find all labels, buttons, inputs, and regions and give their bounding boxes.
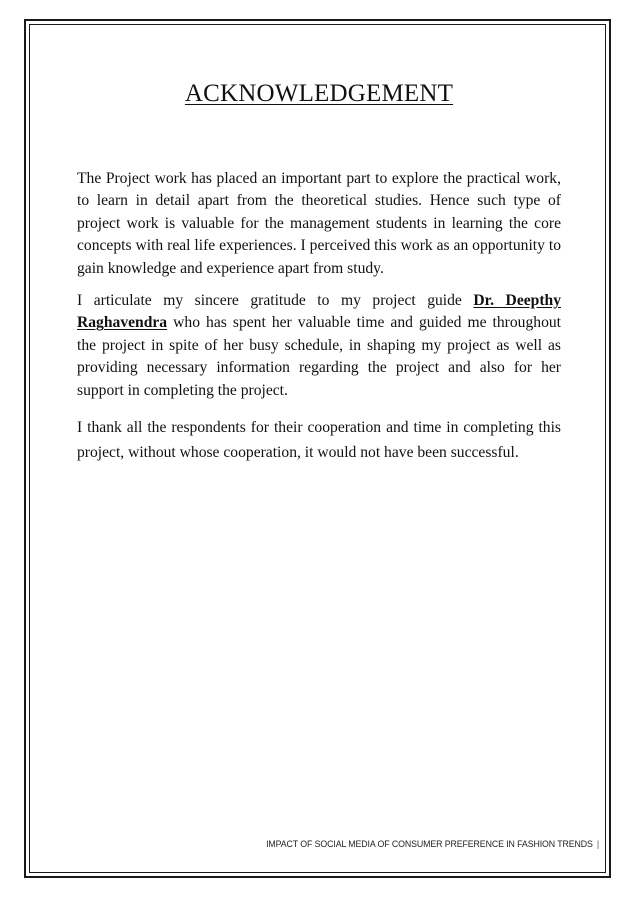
page-title-text: ACKNOWLEDGEMENT (184, 80, 454, 107)
paragraph-2-intro: I articulate my sincere gratitude to my project guide (77, 292, 474, 310)
footer-separator: | (596, 839, 599, 849)
page-footer (266, 839, 599, 849)
paragraph-2-rest: who has spent her valuable time and guided me throughout the project in spite of her busy schedule, in shaping my project as well as providing necessary information regarding the project and also for her support in completing the project. (77, 314, 561, 399)
acknowledgement-body (77, 168, 561, 465)
paragraph-1: The Project work has placed an important part to explore the practical work, to learn in detail apart from the theoretical studies. Hence such type of project work is valuable for the management students in learning the core concepts with real life experiences. I perceived this work as an opportunity to gain knowledge and experience apart from study. (77, 170, 561, 277)
paragraph-2 (77, 290, 561, 402)
footer-text: IMPACT OF SOCIAL MEDIA OF CONSUMER PREFERENCE IN FASHION TRENDS (266, 839, 593, 849)
project-guide-name: Dr. Deepthy Raghavendra (77, 292, 561, 332)
page-title (0, 80, 638, 108)
paragraph-3: I thank all the respondents for their cooperation and time in completing this project, without whose cooperation, it would not have been successful. (77, 419, 561, 461)
